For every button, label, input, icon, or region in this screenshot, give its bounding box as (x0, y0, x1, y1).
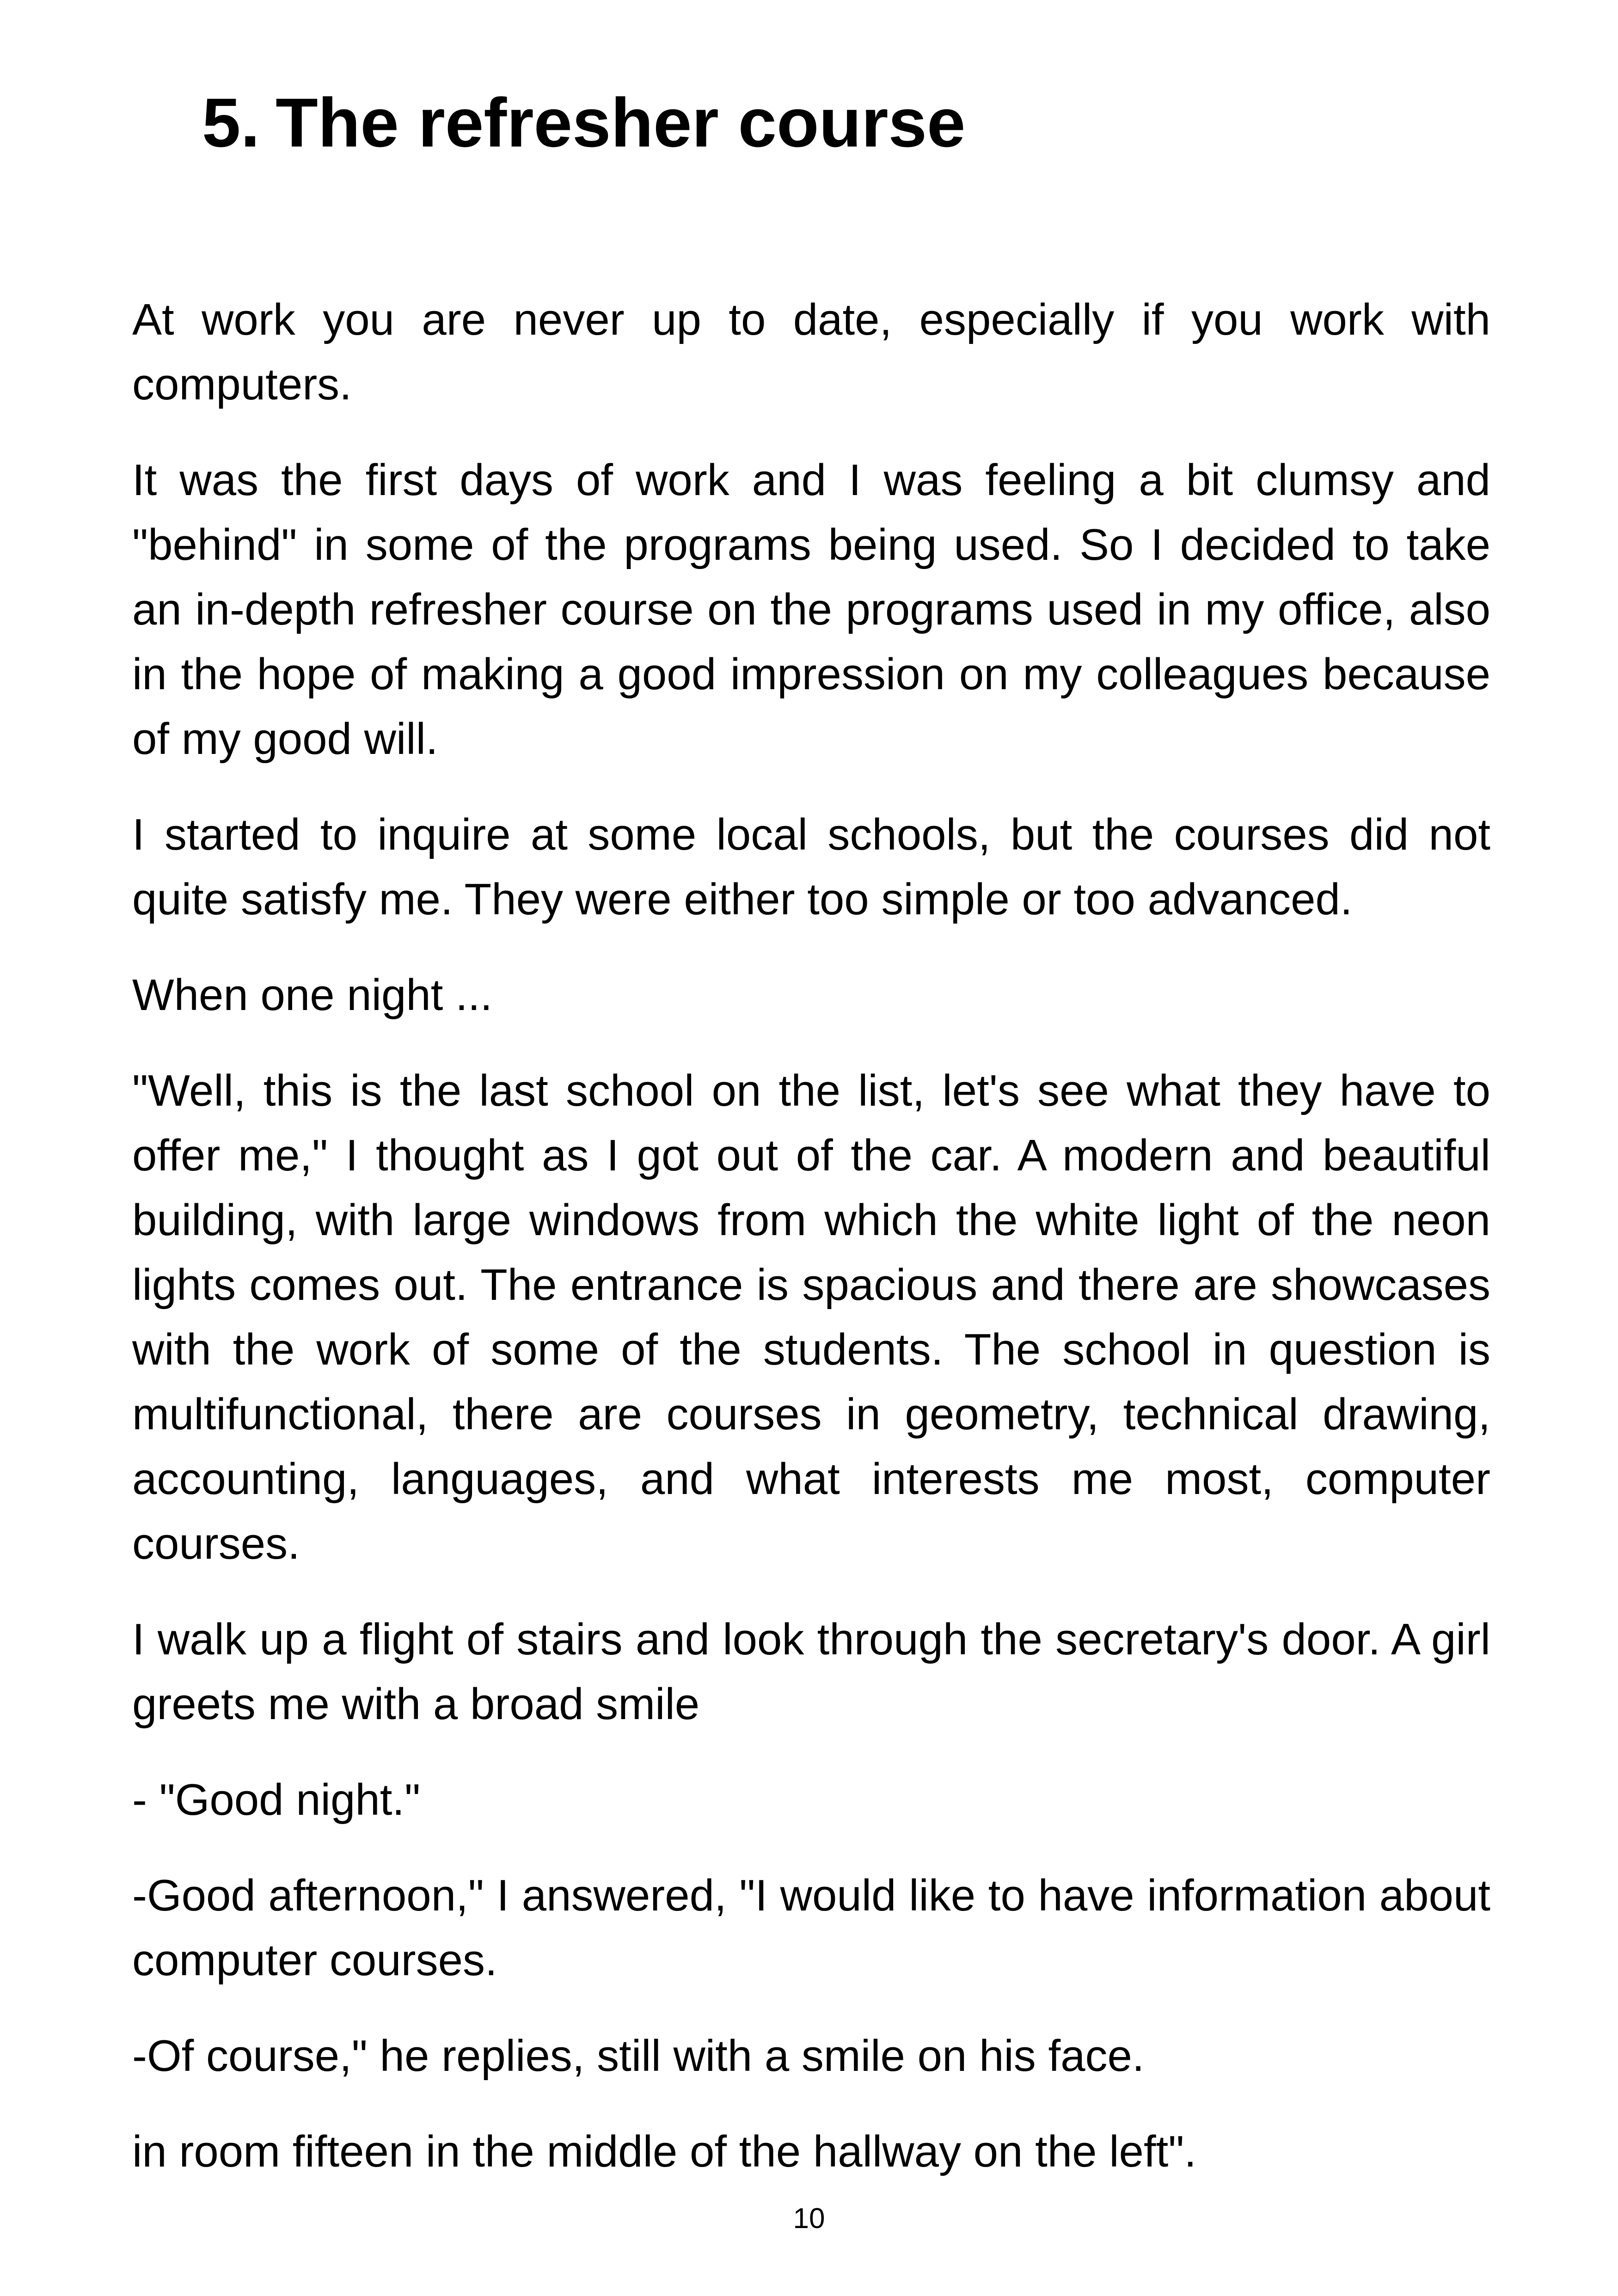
chapter-title: The refresher course (276, 84, 966, 161)
paragraph: It was the first days of work and I was feeling a bit clumsy and "behind" in some of the programs being used. So I decided to take an in-depth refresher course on the programs used in my office, also in the hope of making a good impression on my colleagues because of my good will. (132, 455, 1490, 764)
paragraph: -Of course," he replies, still with a smile on his face. (132, 2031, 1145, 2081)
chapter-number: 5. (202, 84, 260, 161)
paragraph: -Good afternoon," I answered, "I would like to have information about computer courses. (132, 1871, 1490, 1985)
paragraph: in room fifteen in the middle of the hallway on the left". (132, 2127, 1197, 2176)
paragraph: At work you are never up to date, especially if you work with computers. (132, 295, 1490, 409)
paragraph: When one night ... (132, 970, 493, 1020)
paragraph: - "Good night." (132, 1775, 421, 1825)
chapter-heading (202, 81, 965, 164)
page-number: 10 (793, 2203, 825, 2235)
body-text (132, 288, 1490, 2215)
paragraph: "Well, this is the last school on the list, let's see what they have to offer me," I thought as I got out of the car. A modern and beautiful building, with large windows from which the white light of the neon lights comes out. The entrance is spacious and there are showcases with the work of some of the students. The school in question is multifunctional, there are courses in geometry, technical drawing, accounting, languages, and what interests me most, computer courses. (132, 1066, 1490, 1568)
paragraph: I walk up a flight of stairs and look through the secretary's door. A girl greets me with a broad smile (132, 1615, 1490, 1729)
paragraph: I started to inquire at some local schools, but the courses did not quite satisfy me. They were either too simple or too advanced. (132, 810, 1490, 924)
